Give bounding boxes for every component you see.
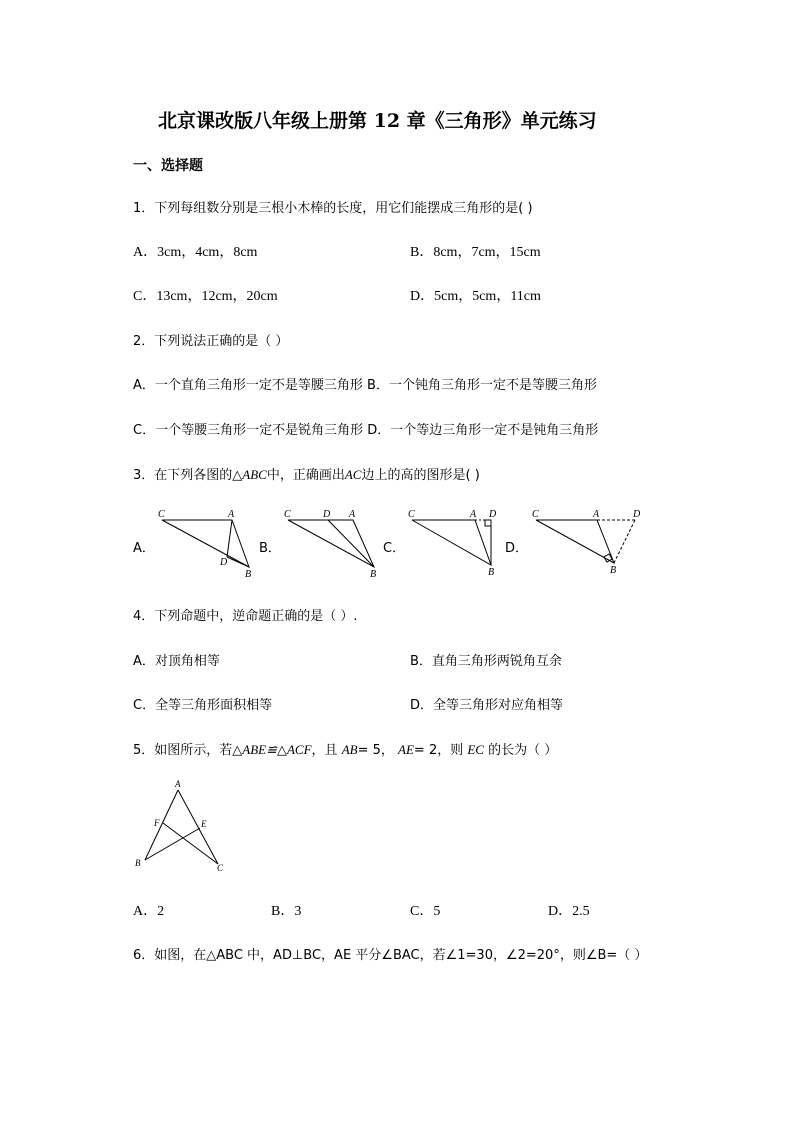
q5-ab-value: = 5，	[357, 743, 394, 758]
question-3-option-d: D．	[505, 541, 529, 556]
question-3-option-a: A．	[133, 541, 155, 556]
question-5-option-c: C．5	[410, 904, 441, 919]
fig-d-label-a: A	[593, 509, 600, 520]
section-heading: 一、选择题	[133, 158, 203, 174]
fig-a-label-a: A	[228, 509, 235, 520]
q5-stem-pre: 5．如图所示，若	[133, 743, 233, 758]
fig-d-label-d: D	[633, 509, 641, 520]
q3-stem-mid: 中，正确画出	[266, 468, 345, 483]
question-2-options-cd: C．一个等腰三角形一定不是锐角三角形 D．一个等边三角形一定不是钝角三角形	[133, 423, 599, 438]
question-3-option-b: B．	[259, 541, 281, 556]
question-2-options-ab: A．一个直角三角形一定不是等腰三角形 B．一个钝角三角形一定不是等腰三角形	[133, 378, 597, 393]
fig-c-label-a: A	[470, 509, 477, 520]
fig-d-label-b: B	[610, 565, 617, 576]
question-1-option-a: A．3cm，4cm，8cm	[133, 245, 258, 260]
question-2-stem: 2．下列说法正确的是（ ）	[133, 334, 289, 349]
page-title: 北京课改版八年级上册第 12 章《三角形》单元练习	[158, 110, 597, 132]
q5-stem-post: 的长为（ ）	[488, 743, 558, 758]
question-1-option-b: B．8cm，7cm，15cm	[410, 245, 541, 260]
fig-c-label-c: C	[408, 509, 415, 520]
q5-label-f: F	[154, 818, 160, 828]
q5-ec: EC	[467, 742, 484, 757]
question-4-option-c: C．全等三角形面积相等	[133, 698, 273, 713]
question-4-stem: 4．下列命题中，逆命题正确的是（ ）.	[133, 609, 358, 624]
question-5-figure	[130, 778, 230, 873]
question-4-option-b: B．直角三角形两锐角互余	[410, 654, 562, 669]
q3-side: AC	[344, 467, 362, 482]
question-1-option-c: C．13cm，12cm，20cm	[133, 289, 278, 304]
question-5-option-d: D．2.5	[548, 904, 590, 919]
question-4-option-a: A．对顶角相等	[133, 654, 220, 669]
q5-label-e: E	[201, 819, 207, 829]
fig-a-label-c: C	[158, 509, 165, 520]
q5-ae: AE	[398, 742, 414, 757]
fig-a-label-d: D	[220, 557, 228, 568]
question-1-option-d: D．5cm，5cm，11cm	[410, 289, 541, 304]
question-5-option-b: B．3	[271, 904, 302, 919]
question-6-stem: 6．如图，在△ABC 中，AD⊥BC，AE 平分∠BAC，若∠1=30，∠2=20°，则∠B=（ ）	[133, 948, 648, 963]
q5-ab: AB	[341, 742, 358, 757]
fig-b-label-b: B	[370, 569, 377, 580]
q5-stem-mid1: ，且	[311, 743, 338, 758]
question-3-option-c: C．	[383, 541, 406, 556]
q5-label-b: B	[135, 858, 141, 868]
q5-congruence: △ABE≌△ACF	[232, 742, 312, 757]
q3-stem-pre: 3．在下列各图的	[133, 468, 233, 483]
fig-d-label-c: C	[532, 509, 539, 520]
question-4-option-d: D．全等三角形对应角相等	[410, 698, 564, 713]
fig-a-label-b: B	[245, 569, 252, 580]
question-1-stem: 1．下列每组数分别是三根小木棒的长度，用它们能摆成三角形的是( )	[133, 201, 533, 216]
question-5-stem	[133, 739, 557, 758]
fig-b-label-d: D	[323, 509, 331, 520]
q3-stem-post: 边上的高的图形是( )	[361, 468, 480, 483]
q5-label-a: A	[175, 779, 181, 789]
q5-ae-value: = 2，则	[413, 743, 464, 758]
q3-triangle: △ABC	[232, 467, 267, 482]
fig-b-label-a: A	[349, 509, 356, 520]
question-3-stem	[133, 464, 480, 483]
fig-c-label-d: D	[489, 509, 497, 520]
fig-c-label-b: B	[488, 567, 495, 578]
fig-b-label-c: C	[284, 509, 291, 520]
q5-label-c: C	[217, 863, 224, 873]
question-5-option-a: A．2	[133, 904, 165, 919]
question-3-figures	[150, 505, 660, 580]
